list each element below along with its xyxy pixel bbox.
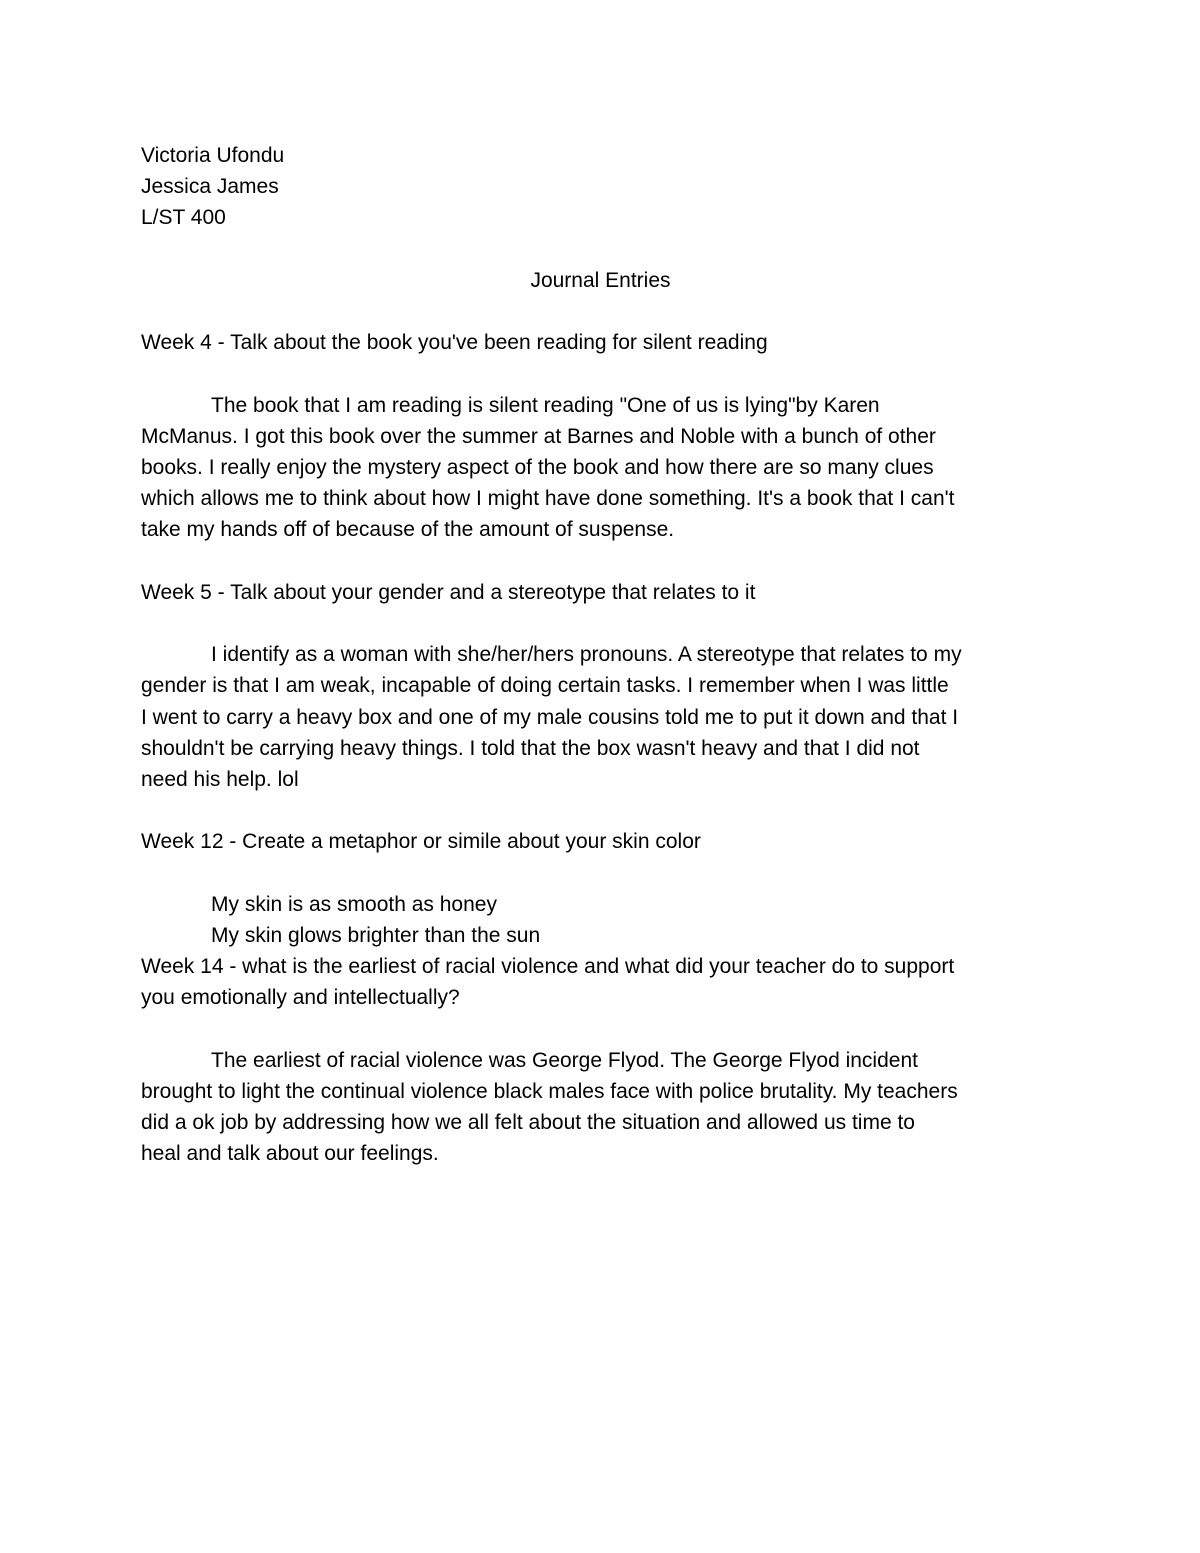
entry-prompt-week-14-cont: you emotionally and intellectually?	[141, 986, 460, 1010]
response-line: I went to carry a heavy box and one of my male cousins told me to put it down and that I	[141, 705, 959, 729]
response-line: The earliest of racial violence was George Flyod. The George Flyod incident	[211, 1048, 918, 1072]
entry-prompt-week-5: Week 5 - Talk about your gender and a stereotype that relates to it	[141, 580, 756, 604]
response-line: heal and talk about our feelings.	[141, 1142, 439, 1166]
response-line: books. I really enjoy the mystery aspect of the book and how there are so many clues	[141, 455, 934, 479]
entry-prompt-week-12: Week 12 - Create a metaphor or simile about your skin color	[141, 830, 701, 854]
entry-response-week-14	[141, 1045, 1060, 1170]
entry-response-week-5	[141, 639, 1060, 795]
response-line: need his help. lol	[141, 767, 299, 791]
response-line: did a ok job by addressing how we all felt about the situation and allowed us time to	[141, 1111, 915, 1135]
response-line: which allows me to think about how I might have done something. It's a book that I can't	[141, 487, 955, 511]
teacher-name: Jessica James	[141, 175, 279, 199]
document-title: Journal Entries	[530, 268, 671, 292]
response-line: gender is that I am weak, incapable of doing certain tasks. I remember when I was little	[141, 674, 949, 698]
response-line: take my hands off of because of the amount of suspense.	[141, 518, 675, 542]
entry-prompt-week-4: Week 4 - Talk about the book you've been reading for silent reading	[141, 331, 768, 355]
simile-line: My skin glows brighter than the sun	[211, 923, 541, 947]
response-line: shouldn't be carrying heavy things. I told that the box wasn't heavy and that I did not	[141, 736, 920, 760]
response-line: The book that I am reading is silent reading "One of us is lying"by Karen	[211, 393, 880, 417]
entry-response-week-4	[141, 390, 1060, 546]
course-code: L/ST 400	[141, 206, 226, 230]
response-line: brought to light the continual violence black males face with police brutality. My teachers	[141, 1079, 958, 1103]
student-name: Victoria Ufondu	[141, 144, 285, 167]
simile-line: My skin is as smooth as honey	[211, 892, 497, 916]
entry-prompt-week-14: Week 14 - what is the earliest of racial violence and what did your teacher do to support	[141, 955, 955, 979]
response-line: McManus. I got this book over the summer at Barnes and Noble with a bunch of other	[141, 424, 936, 448]
response-line: I identify as a woman with she/her/hers pronouns. A stereotype that relates to my	[211, 643, 962, 667]
